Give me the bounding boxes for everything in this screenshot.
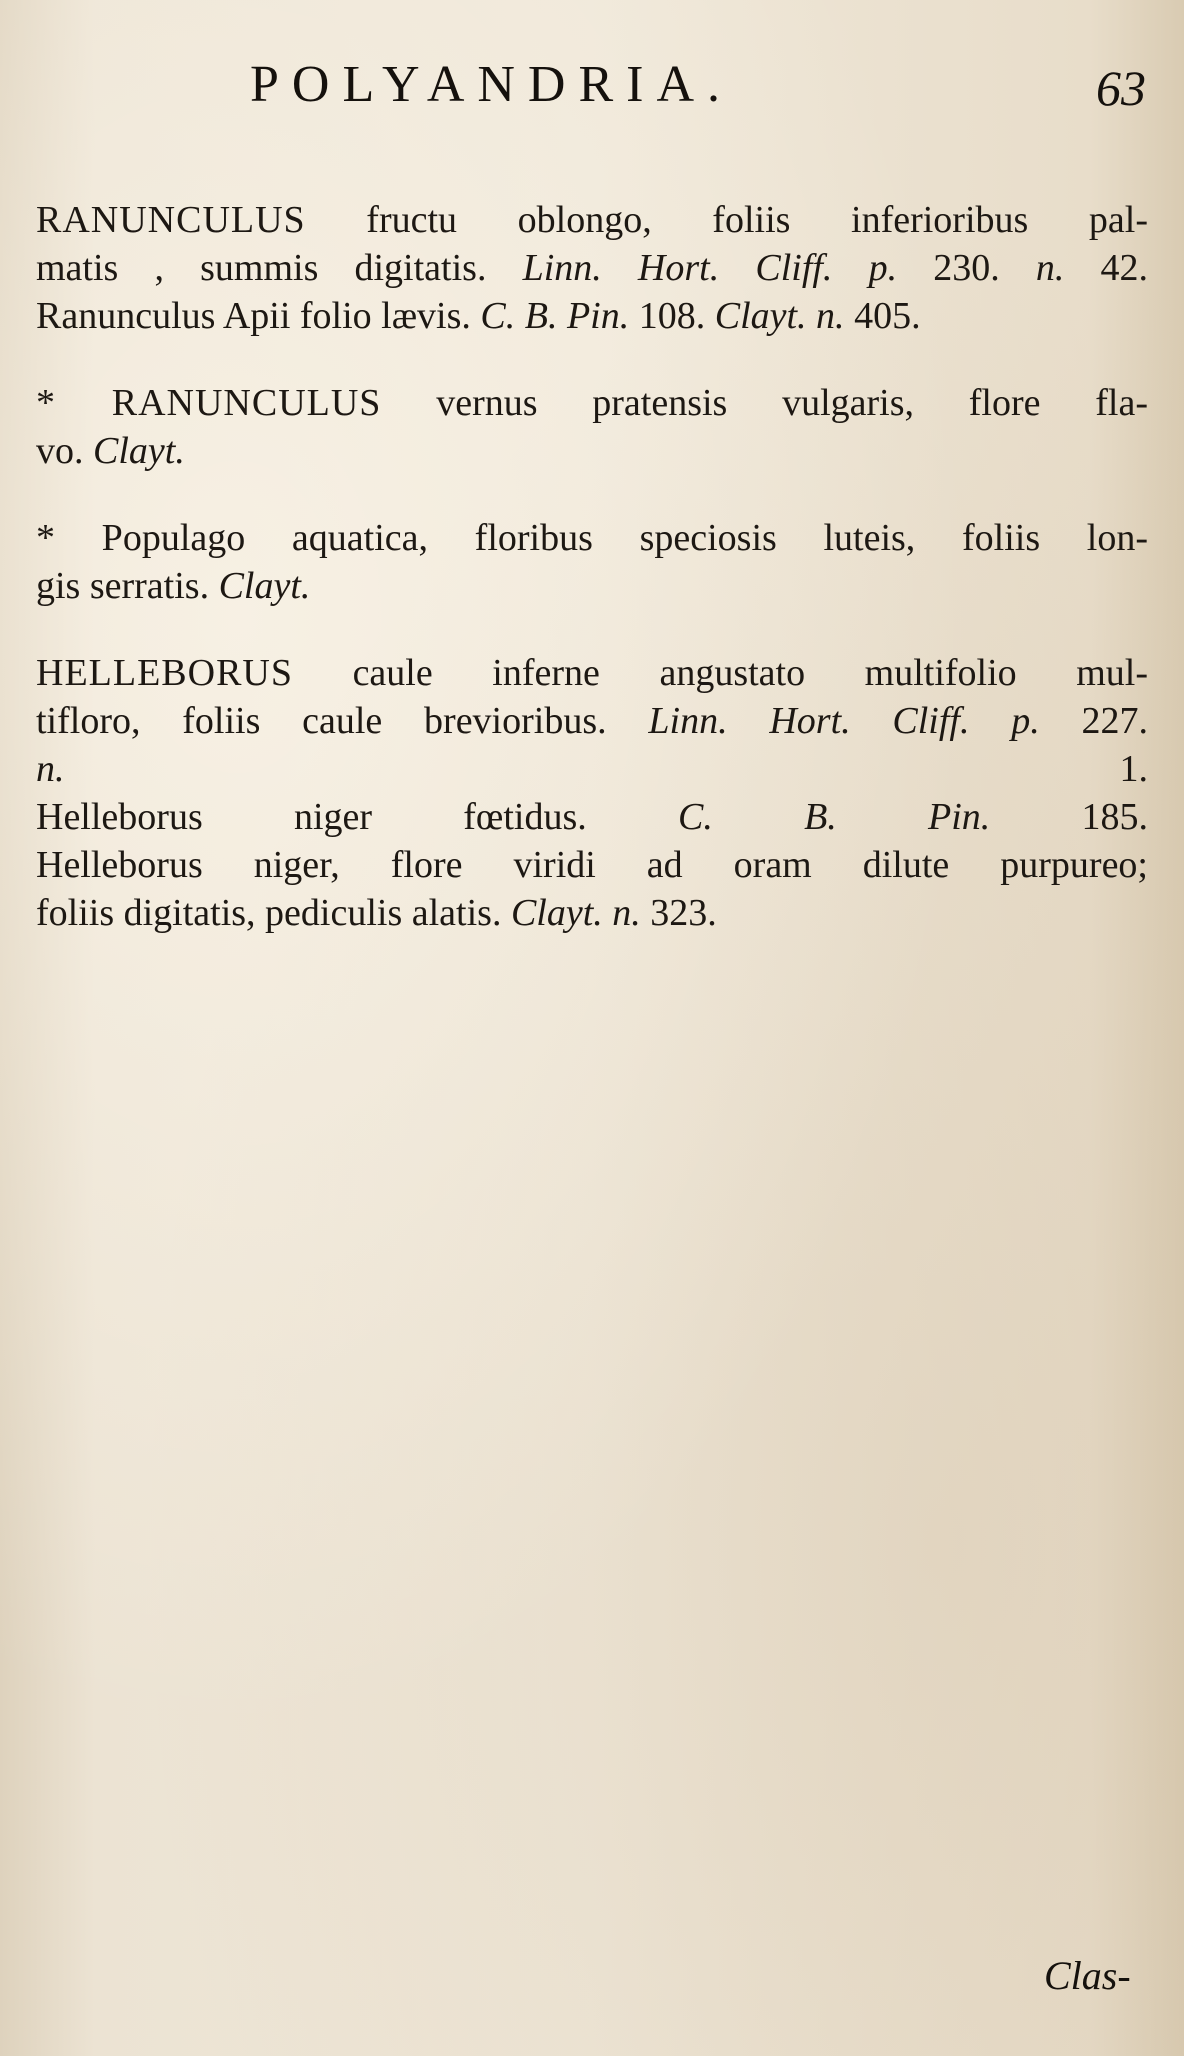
italic-citation: C. B. Pin. — [678, 796, 991, 838]
text-line — [36, 379, 1148, 427]
italic-citation: Clayt. — [93, 430, 185, 472]
text-segment: 227. — [1039, 700, 1148, 742]
genus-name: * RANUNCULUS — [36, 382, 382, 424]
italic-citation: Linn. Hort. Cliff. p. — [522, 247, 898, 289]
text-segment: 405. — [844, 295, 921, 337]
text-line — [36, 649, 1148, 697]
text-segment: 42. — [1064, 247, 1148, 289]
text-segment: foliis digitatis, pediculis alatis. — [36, 892, 511, 934]
text-line — [36, 889, 1148, 937]
page-number: 63 — [1096, 60, 1146, 116]
text-segment: * Populago aquatica, floribus speciosis luteis, foliis lon- — [36, 517, 1148, 559]
text-line — [36, 841, 1148, 889]
text-entry — [36, 514, 1148, 610]
text-segment: 323. — [640, 892, 717, 934]
text-segment: fructu oblongo, foliis inferioribus pal- — [305, 199, 1148, 241]
text-segment: gis serratis. — [36, 565, 219, 607]
italic-citation: Clayt. n. — [510, 892, 641, 934]
italic-citation: Clayt. — [218, 565, 311, 607]
italic-citation: Clayt. n. — [714, 295, 845, 337]
text-segment: matis , summis digitatis. — [36, 247, 523, 289]
text-segment: 230. — [897, 247, 1036, 289]
text-entry — [36, 649, 1148, 937]
text-segment: vernus pratensis vulgaris, flore fla- — [381, 382, 1148, 424]
text-line — [36, 244, 1148, 292]
text-line — [36, 196, 1148, 244]
text-entry — [36, 379, 1148, 475]
text-line — [36, 427, 1148, 475]
text-segment: 1. — [64, 748, 1148, 790]
genus-name: HELLEBORUS — [36, 652, 293, 694]
page-body — [36, 196, 1148, 976]
text-line — [36, 562, 1148, 610]
genus-name: RANUNCULUS — [36, 199, 306, 241]
running-head: POLYANDRIA. — [250, 56, 734, 113]
italic-citation: n. — [1035, 247, 1065, 289]
text-segment: tifloro, foliis caule brevioribus. — [36, 700, 649, 742]
text-segment: Ranunculus Apii folio lævis. — [36, 295, 481, 337]
text-segment: vo. — [36, 430, 93, 472]
page-header — [0, 55, 1184, 125]
text-line — [36, 745, 1148, 793]
text-line — [36, 793, 1148, 841]
text-line — [36, 697, 1148, 745]
text-segment: Helleborus niger fœtidus. — [36, 796, 678, 838]
text-segment: Helleborus niger, flore viridi ad oram dilute purpureo; — [36, 844, 1148, 886]
text-segment: caule inferne angustato multifolio mul- — [293, 652, 1148, 694]
italic-citation: C. B. Pin. — [480, 295, 630, 337]
catchword: Clas- — [1044, 1953, 1131, 1998]
text-entry — [36, 196, 1148, 340]
text-line — [36, 514, 1148, 562]
italic-citation: n. — [36, 748, 65, 790]
text-line — [36, 292, 1148, 340]
text-segment: 185. — [990, 796, 1149, 838]
italic-citation: Linn. Hort. Cliff. p. — [648, 700, 1040, 742]
text-segment: 108. — [629, 295, 715, 337]
